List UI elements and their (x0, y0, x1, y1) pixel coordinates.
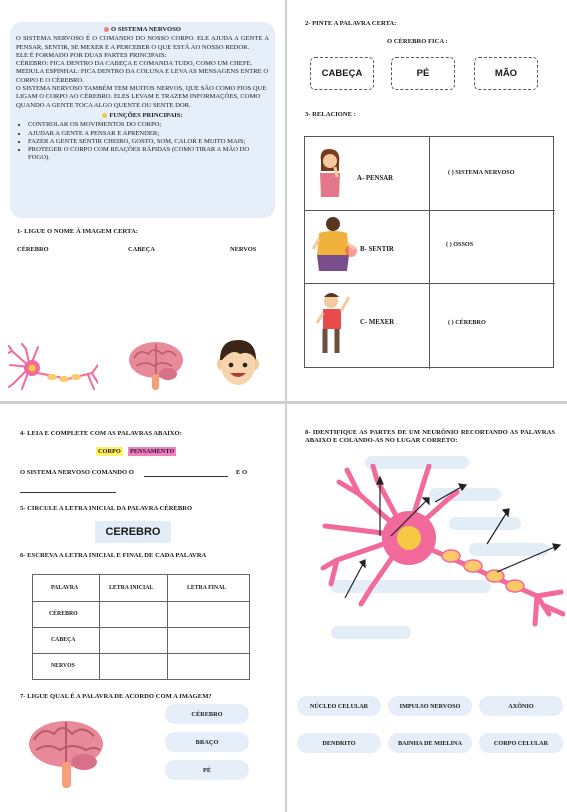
functions-title: FUNÇÕES PRINCIPAIS: (16, 112, 269, 120)
person-back-pain-icon (307, 215, 359, 273)
question-2-subtitle: O CÉREBRO FICA : (387, 38, 448, 45)
function-item: • AJUDAR A GENTE A PENSAR E APRENDER; (28, 130, 269, 138)
info-box-title: O SISTEMA NERVOSO (16, 26, 269, 34)
cut-word[interactable]: BAINHA DE MIELINA (388, 733, 472, 753)
question-3-title: 3- RELACIONE : (305, 111, 356, 118)
relate-option[interactable]: ( ) SISTEMA NERVOSO (448, 169, 515, 176)
kid-stretching-icon (313, 289, 353, 357)
info-paragraph: O SISTEMA NERVOSO TAMBÉM TEM MUITOS NERVOS, QUE SÃO COMO FIOS QUE LIGAM O CORPO AO CÉREBRO. ELES LEVAM E TRAZEM INFORMAÇÕES, COMO QUANDO A GENTE TOCA ALGO QUENTE OU SENTE DOR. (16, 85, 267, 109)
relate-table-divider (429, 137, 430, 369)
circle-word[interactable]: CEREBRO (95, 521, 171, 543)
relate-label: C- MEXER (360, 319, 395, 326)
table-header: LETRA INICIAL (109, 585, 154, 591)
info-paragraph: MEDULA ESPINHAL: FICA DENTRO DA COLUNA E LEVA AS MENSAGENS ENTRE O CORPO E O CÉREBRO. (16, 68, 269, 84)
functions-list (28, 121, 269, 162)
question-1-title: 1- LIGUE O NOME À IMAGEM CERTA: (17, 228, 138, 235)
answer-blank[interactable] (20, 492, 116, 493)
question-5-title: 5- CIRCULE A LETRA INICIAL DA PALAVRA CÉREBRO (20, 505, 193, 512)
worksheet-page-4 (287, 404, 567, 812)
relate-option[interactable]: ( ) OSSOS (446, 241, 474, 248)
worksheet-page-3 (0, 404, 285, 812)
letters-table (32, 574, 250, 680)
cut-word[interactable]: NÚCLEO CELULAR (297, 696, 381, 716)
cut-word[interactable]: DENDRITO (297, 733, 381, 753)
question-4-title: 4- LEIA E COMPLETE COM AS PALAVRAS ABAIXO: (20, 430, 182, 437)
q1-word: NERVOS (230, 246, 257, 253)
info-paragraph: ELE É FORMADO POR DUAS PARTES PRINCIPAIS: (16, 51, 167, 59)
cut-word[interactable]: CORPO CELULAR (479, 733, 563, 753)
worksheet-page-1 (0, 0, 285, 401)
word-chip-pensamento: PENSAMENTO (130, 448, 175, 455)
option-pe[interactable]: PÉ (391, 57, 455, 90)
relate-label: B- SENTIR (360, 246, 394, 253)
relate-row-divider (305, 283, 555, 284)
q7-option[interactable]: BRAÇO (165, 732, 249, 752)
function-item: • CONTROLAR OS MOVIMENTOS DO CORPO; (28, 121, 269, 129)
table-cell-word: CÉREBRO (49, 611, 78, 617)
info-box (10, 22, 275, 218)
table-header: PALAVRA (51, 585, 79, 591)
table-cell-word: NERVOS (51, 663, 75, 669)
q7-option[interactable]: CÉREBRO (165, 704, 249, 724)
cut-word[interactable]: AXÔNIO (479, 696, 563, 716)
relate-table (304, 136, 554, 368)
boy-face-icon (216, 336, 260, 388)
function-item: • PROTEGER O CORPO COM REAÇÕES RÁPIDAS (COMO TIRAR A MÃO DO FOGO). (28, 146, 269, 163)
neuron-diagram (317, 464, 565, 634)
girl-thinking-icon (315, 147, 343, 199)
table-cell-word: CABEÇA (51, 637, 76, 643)
q1-word: CABEÇA (128, 246, 155, 253)
option-cabeca[interactable]: CABEÇA (310, 57, 374, 90)
answer-blank[interactable] (144, 476, 228, 477)
relate-row-divider (305, 210, 555, 211)
q4-sentence-mid: E O (236, 469, 248, 476)
worksheet-page-2 (287, 0, 567, 401)
q4-sentence-start: O SISTEMA NERVOSO COMANDO O (20, 469, 134, 476)
word-chip-corpo: CORPO (98, 448, 121, 455)
question-6-title: 6- ESCREVA A LETRA INICIAL E FINAL DE CADA PALAVRA (20, 552, 207, 559)
function-item: • FAZER A GENTE SENTIR CHEIRO, GOSTO, SOM, CALOR E MUITO MAIS; (28, 138, 269, 146)
yellow-dot-icon (102, 113, 107, 118)
relate-label: A- PENSAR (357, 175, 394, 182)
option-mao[interactable]: MÃO (474, 57, 538, 90)
neuron-icon (8, 343, 98, 393)
table-header: LETRA FINAL (187, 585, 227, 591)
brain-icon (26, 718, 108, 790)
info-paragraph: O SISTEMA NERVOSO É O COMANDO DO NOSSO CORPO. ELE AJUDA A GENTE A PENSAR, SENTIR, SE MEXER E A PERCEBER O QUE ESTÁ AO NOSSO REDOR. (16, 35, 269, 51)
pink-dot-icon (104, 27, 109, 32)
question-8-title: 8- IDENTIFIQUE AS PARTES DE UM NEURÔNIO RECORTANDO AS PALAVRAS ABAIXO E COLANDO-AS NO LUGAR CORRETO: (305, 429, 555, 444)
info-paragraph: CÉREBRO: FICA DENTRO DA CABEÇA E COMANDA TUDO, COMO UM CHEFE. (16, 60, 253, 68)
cut-word[interactable]: IMPULSO NERVOSO (388, 696, 472, 716)
q1-word: CÉREBRO (17, 246, 49, 253)
relate-option[interactable]: ( ) CÉREBRO (448, 319, 486, 326)
brain-icon (126, 340, 186, 392)
question-2-title: 2- PINTE A PALAVRA CERTA: (305, 20, 397, 27)
question-7-title: 7- LIGUE QUAL É A PALAVRA DE ACORDO COM A IMAGEM? (20, 693, 212, 700)
q7-option[interactable]: PÉ (165, 760, 249, 780)
